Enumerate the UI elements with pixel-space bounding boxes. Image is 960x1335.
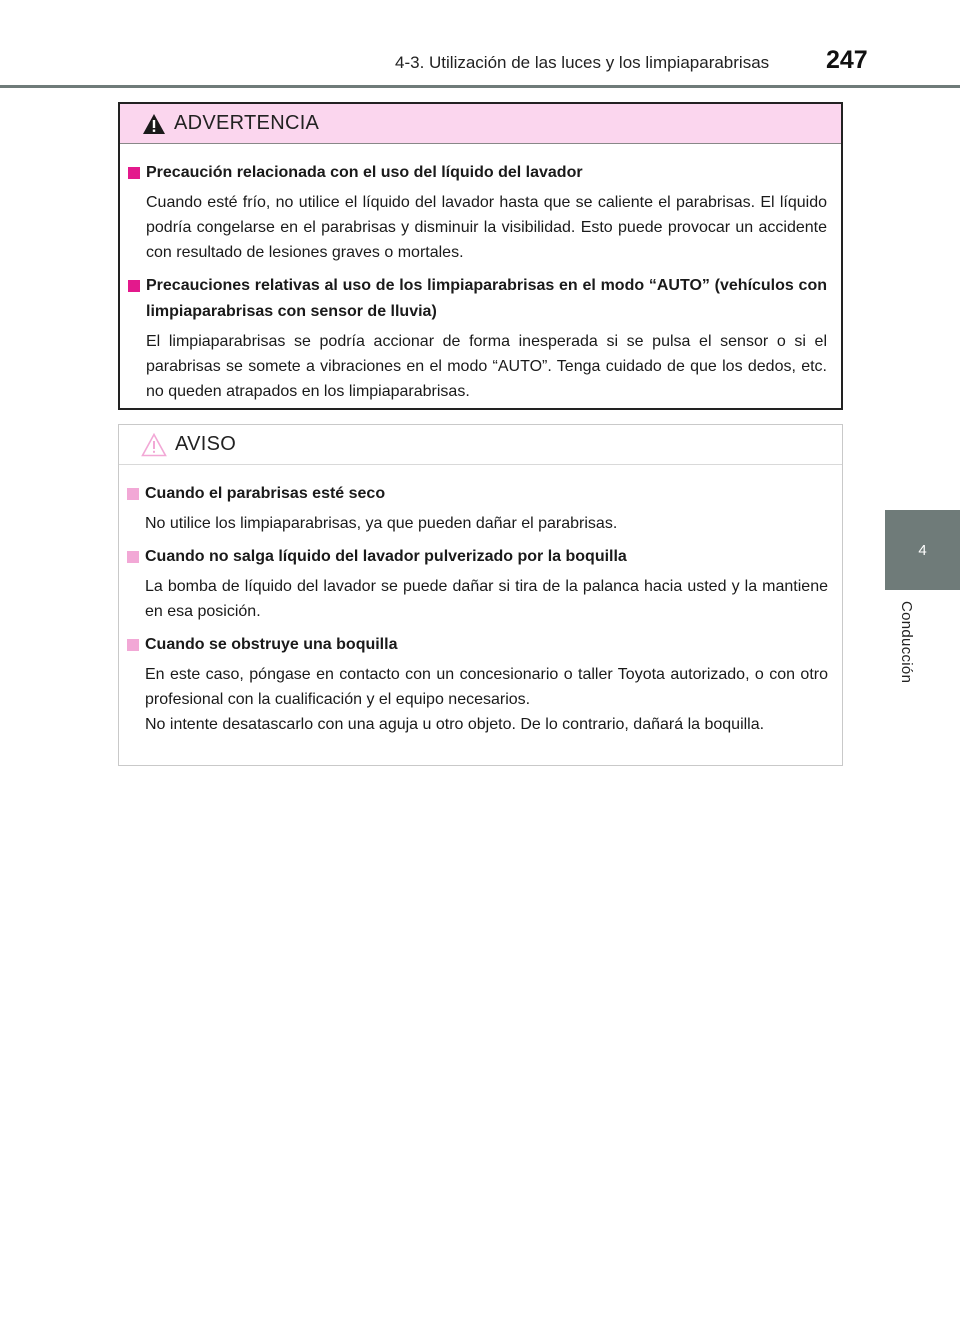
notice-item-title: Cuando no salga líquido del lavador pulverizado por la boquilla xyxy=(145,548,627,565)
warning-item xyxy=(128,160,827,265)
chapter-tab xyxy=(885,510,960,590)
square-bullet-icon xyxy=(127,639,139,651)
notice-item-text: No intente desatascarlo con una aguja u otro objeto. De lo contrario, dañará la boquilla. xyxy=(145,716,765,733)
notice-item-title: Cuando el parabrisas esté seco xyxy=(145,485,386,502)
warning-item-text: El limpiaparabrisas se podría accionar de forma inesperada si se pulsa el sensor o si el parabrisas se somete a vibraciones en el modo “AUTO”. Tenga cuidado de que los dedos, etc. no queden atrapados en los limpiaparabrisas. xyxy=(146,333,827,400)
notice-item-text: En este caso, póngase en contacto con un concesionario o taller Toyota autorizado, o con otro profesional con la cualificación y el equipo necesarios. xyxy=(145,666,828,708)
chapter-label: Conducción xyxy=(898,601,915,684)
notice-title: AVISO xyxy=(175,433,237,455)
header-section-title: 4-3. Utilización de las luces y los limpiaparabrisas xyxy=(395,53,770,72)
notice-item xyxy=(127,544,828,624)
notice-item-text: La bomba de líquido del lavador se puede dañar si tira de la palanca hacia usted y la mantiene en esa posición. xyxy=(145,578,828,620)
notice-item-text: No utilice los limpiaparabrisas, ya que pueden dañar el parabrisas. xyxy=(145,515,618,532)
warning-triangle-icon xyxy=(142,113,166,135)
warning-item xyxy=(128,273,827,404)
square-bullet-icon xyxy=(127,488,139,500)
warning-title: ADVERTENCIA xyxy=(174,112,320,134)
caution-triangle-outline-icon xyxy=(141,433,167,457)
warning-body xyxy=(120,144,841,404)
warning-box xyxy=(118,102,843,410)
square-bullet-icon xyxy=(128,167,140,179)
chapter-number: 4 xyxy=(918,541,927,559)
warning-item-title: Precaución relacionada con el uso del líquido del lavador xyxy=(146,164,583,181)
notice-box xyxy=(118,424,843,766)
page-number: 247 xyxy=(826,46,868,74)
notice-item xyxy=(127,481,828,536)
header-rule xyxy=(0,85,960,88)
warning-header xyxy=(120,104,841,144)
notice-header xyxy=(119,425,842,465)
notice-item xyxy=(127,632,828,737)
notice-body xyxy=(119,465,842,737)
warning-item-text: Cuando esté frío, no utilice el líquido del lavador hasta que se caliente el parabrisas. El líquido podría congelarse en el parabrisas y disminuir la visibilidad. Esto puede provocar un accidente con resultado de lesiones graves o mortales. xyxy=(146,194,827,261)
warning-item-title: Precauciones relativas al uso de los limpiaparabrisas en el modo “AUTO” (vehículos con limpiaparabrisas con sensor de lluvia) xyxy=(146,277,827,320)
square-bullet-icon xyxy=(128,280,140,292)
square-bullet-icon xyxy=(127,551,139,563)
notice-item-title: Cuando se obstruye una boquilla xyxy=(145,636,398,653)
